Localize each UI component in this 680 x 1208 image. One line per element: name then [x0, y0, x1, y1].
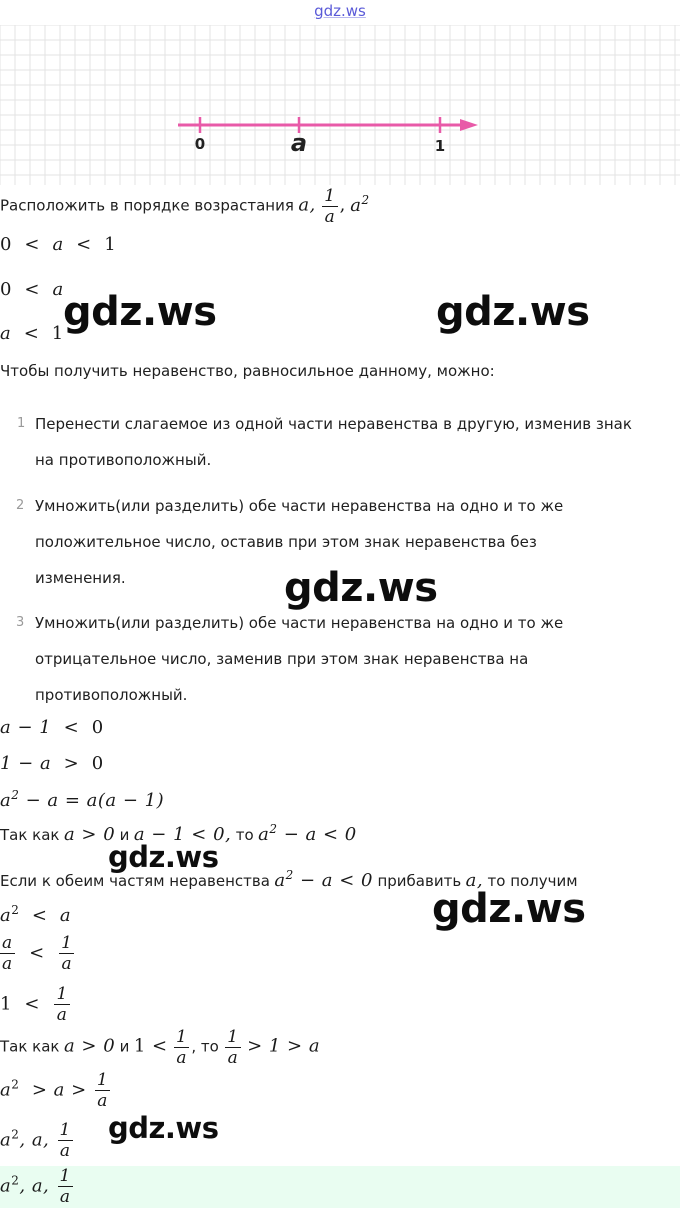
l1-op2: <	[76, 234, 92, 255]
frac-num: 1	[59, 1166, 71, 1186]
frac-den: a	[322, 206, 337, 227]
rule-line: изменения.	[35, 569, 126, 587]
step-8	[0, 984, 72, 1025]
l2-b: a	[52, 279, 64, 300]
s4-text: Так как	[0, 826, 60, 844]
frac-den: a	[58, 1140, 73, 1161]
rule-line: Умножить(или разделить) обе части неравенства на одно и то же	[35, 614, 564, 632]
l2-a: 0	[0, 279, 12, 300]
s4-math: a > 0	[63, 824, 116, 845]
s5-base: a	[274, 870, 286, 891]
s1-op: <	[63, 717, 80, 738]
l3-a: a	[0, 323, 12, 344]
watermark: gdz.ws	[108, 840, 219, 874]
rule-line: противоположный.	[35, 686, 188, 704]
rule-line: положительное число, оставив при этом знак неравенства без	[35, 533, 537, 551]
s2-rhs: 0	[91, 753, 104, 774]
step-10	[0, 1070, 112, 1111]
frac-den: a	[58, 1186, 73, 1207]
s3-base: a	[0, 790, 12, 811]
task-fraction	[322, 186, 337, 227]
s2-op: >	[63, 753, 80, 774]
s5-text: прибавить	[377, 872, 462, 890]
s5-exp: 2	[285, 868, 294, 882]
frac-num: a	[2, 933, 13, 953]
answer-math: , a,	[19, 1175, 50, 1197]
frac-num: 1	[96, 1070, 109, 1090]
site-header[interactable]	[0, 2, 680, 20]
s7-op: <	[29, 942, 45, 964]
s5-text: Если к обеим частям неравенства	[0, 872, 270, 890]
s2-lhs: 1 − a	[0, 753, 52, 774]
answer-expression	[0, 1166, 75, 1207]
s5-rest: − a < 0	[300, 870, 374, 891]
s6-exp: 2	[11, 903, 20, 917]
line-0-a-1	[0, 234, 116, 255]
rule-number: 1	[17, 416, 26, 431]
s4-math: a − 1 < 0,	[133, 824, 232, 845]
s9-math: a > 0	[63, 1035, 116, 1057]
rule-line: Перенести слагаемое из одной части неравенства в другую, изменив знак	[35, 415, 632, 433]
label-one: 1	[434, 137, 446, 155]
s8-lhs: 1	[0, 993, 12, 1015]
s5-text: то получим	[487, 872, 578, 890]
a2-base: a	[350, 194, 362, 216]
frac-num: 1	[61, 933, 73, 953]
s5-math: a,	[465, 870, 484, 891]
answer-box	[0, 1166, 680, 1208]
number-line-arrow-icon	[460, 119, 478, 131]
step-7	[0, 933, 76, 974]
frac-num: 1	[59, 1120, 71, 1140]
watermark: gdz.ws	[432, 886, 586, 932]
task-sep: ,	[339, 194, 346, 216]
s6-op: <	[31, 905, 48, 926]
frac-num: 1	[56, 984, 68, 1004]
rule-number: 3	[16, 615, 25, 630]
s1-lhs: a − 1	[0, 717, 52, 738]
frac-den: a	[59, 953, 74, 974]
s9-math: 1 <	[133, 1035, 168, 1057]
s9-text: , то	[191, 1037, 219, 1056]
s3-rest: − a = a(a − 1)	[25, 790, 165, 811]
s8-op: <	[24, 993, 40, 1015]
watermark: gdz.ws	[284, 565, 438, 611]
rules-intro: Чтобы получить неравенство, равносильное данному, можно:	[0, 362, 495, 380]
s10-base: a	[0, 1079, 12, 1101]
s4-text: то	[235, 826, 254, 844]
l1-b: a	[52, 234, 64, 255]
step-3	[0, 788, 164, 811]
s4-base: a	[258, 824, 270, 845]
s4-exp: 2	[269, 822, 278, 836]
rule-line: отрицательное число, заменив при этом знак неравенства на	[35, 650, 529, 668]
grid-background	[0, 25, 680, 185]
answer-base: a	[0, 1175, 12, 1197]
s6-rhs: a	[59, 905, 72, 926]
s9-text: Так как	[0, 1037, 60, 1056]
frac-num: 1	[176, 1027, 188, 1047]
step-1	[0, 717, 104, 738]
s6-base: a	[0, 905, 12, 926]
s10-exp: 2	[11, 1077, 20, 1092]
number-line-figure	[0, 25, 680, 185]
frac-num: 1	[227, 1027, 239, 1047]
step-2	[0, 753, 104, 774]
l2-op: <	[24, 279, 40, 300]
frac-den: a	[95, 1090, 110, 1111]
frac-den: a	[174, 1047, 189, 1068]
step-11	[0, 1120, 75, 1161]
s4-text: и	[119, 826, 130, 844]
line-a-1	[0, 323, 64, 344]
frac-den: a	[2, 954, 13, 974]
frac-den: a	[54, 1004, 69, 1025]
task-a2	[350, 192, 370, 216]
watermark: gdz.ws	[63, 289, 217, 335]
task-a: a,	[298, 194, 316, 216]
rule-line: на противоположный.	[35, 451, 212, 469]
s9-text: и	[119, 1037, 130, 1056]
label-a: a	[290, 129, 308, 157]
l3-op: <	[23, 323, 40, 344]
rule-line: Умножить(или разделить) обе части неравенства на одно и то же	[35, 497, 564, 515]
line-0-a	[0, 279, 64, 300]
s11-math: , a,	[19, 1129, 50, 1151]
s1-rhs: 0	[91, 717, 104, 738]
frac-den: a	[225, 1047, 240, 1068]
task-line	[0, 186, 370, 227]
task-text: Расположить в порядке возрастания	[0, 196, 294, 215]
s11-exp: 2	[11, 1127, 20, 1142]
s3-exp: 2	[11, 788, 20, 802]
s11-base: a	[0, 1129, 12, 1151]
a2-exp: 2	[361, 192, 370, 207]
s10-math: > a >	[31, 1079, 87, 1101]
l1-op1: <	[24, 234, 40, 255]
watermark: gdz.ws	[108, 1111, 219, 1145]
answer-exp: 2	[11, 1173, 20, 1188]
label-zero: 0	[194, 135, 206, 153]
step-6	[0, 903, 71, 926]
s4-rest: − a < 0	[283, 824, 357, 845]
l1-c: 1	[104, 234, 117, 255]
site-header-link[interactable]: gdz.ws	[314, 2, 366, 20]
s9-math: > 1 > a	[247, 1035, 321, 1057]
watermark: gdz.ws	[436, 289, 590, 335]
l3-b: 1	[51, 323, 64, 344]
rule-number: 2	[16, 498, 25, 513]
frac-num: 1	[324, 186, 336, 206]
l1-a: 0	[0, 234, 12, 255]
step-9	[0, 1027, 320, 1068]
